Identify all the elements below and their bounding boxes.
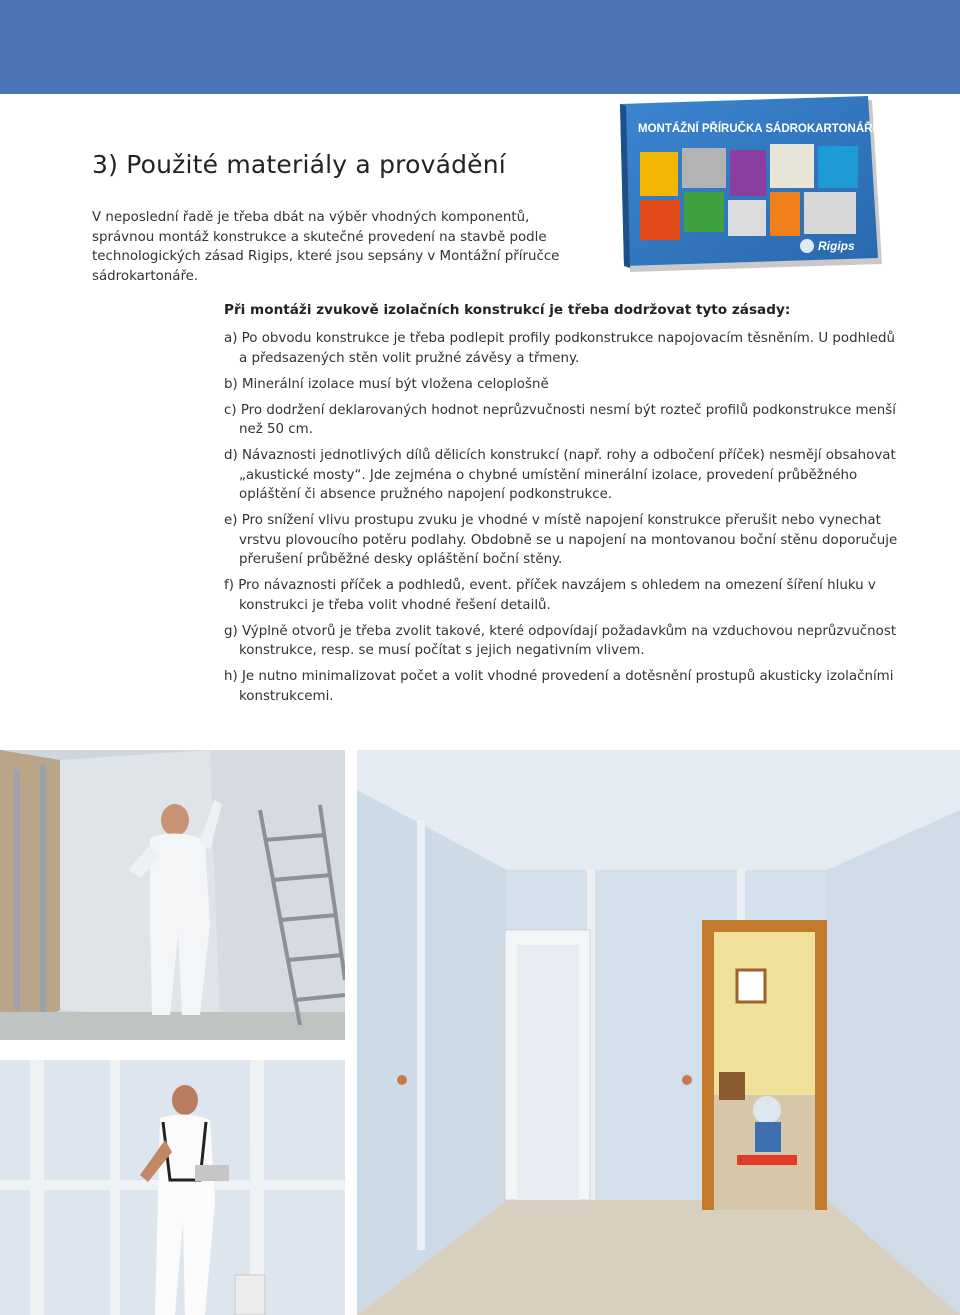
header-bar: [0, 0, 960, 94]
photo-worker-drywall-ladder: [0, 750, 345, 1040]
rule-item-d: d) Návaznosti jednotlivých dílů dělicích konstrukcí (např. rohy a odbočení příček) nesmějí obsahovat „akustické mosty“. Jde zejména o chybné umístění minerální izolace, provedení průběžného opláštění či absence pružného napojení podkonstrukce.: [224, 448, 896, 502]
rule-item-a: a) Po obvodu konstrukce je třeba podlepit profily podkonstrukce napojovacím těsněním. U podhledů a předsazených stěn volit pružné závěsy a třmeny.: [224, 331, 895, 366]
book-cover-image: [620, 96, 890, 276]
rule-item-f: f) Pro návaznosti příček a podhledů, event. příček navzájem s ohledem na omezení šíření hluku v konstrukci je třeba volit vhodné řešení detailů.: [224, 578, 876, 613]
photo-worker-plastering: [0, 1060, 345, 1315]
rule-item-g: g) Výplně otvorů je třeba zvolit takové, které odpovídají požadavkům na vzduchovou neprůzvučnost konstrukce, resp. se musí počítat s jejich negativním vlivem.: [224, 623, 897, 658]
rule-item-b: b) Minerální izolace musí být vložena celoplošně: [224, 376, 549, 392]
intro-paragraph: V neposlední řadě je třeba dbát na výběr vhodných komponentů, správnou montáž konstrukce a skutečné provedení na stavbě podle technologických zásad Rigips, které jsou sepsány v Montážní příručce sádrokartonáře.: [92, 210, 560, 284]
rule-item-c: c) Pro dodržení deklarovaných hodnot neprůzvučnosti nesmí být rozteč profilů podkonstrukce menší než 50 cm.: [224, 402, 896, 437]
page-title: 3) Použité materiály a provádění: [92, 149, 506, 179]
book-brand-logo: Rigips: [818, 239, 855, 253]
rules-section: [224, 302, 904, 713]
rule-item-e: e) Pro snížení vlivu prostupu zvuku je vhodné v místě napojení konstrukce přerušit nebo vynechat vrstvu plovoucího potěru podlahy. Obdobně se u napojení na montovanou boční stěnu doporučuje přerušení průběžné desky opláštění boční stěny.: [224, 513, 898, 567]
book-cover-tiles: [640, 144, 858, 240]
rule-item-h: h) Je nutno minimalizovat počet a volit vhodné provedení a dotěsnění prostupů akusticky izolačními konstrukcemi.: [224, 669, 894, 704]
photo-room-open-doors: [357, 750, 960, 1315]
book-cover-title: MONTÁŽNÍ PŘÍRUČKA SÁDROKARTONÁŘE: [638, 123, 881, 135]
rules-heading: Při montáži zvukově izolačních konstrukcí je třeba dodržovat tyto zásady:: [224, 302, 791, 318]
